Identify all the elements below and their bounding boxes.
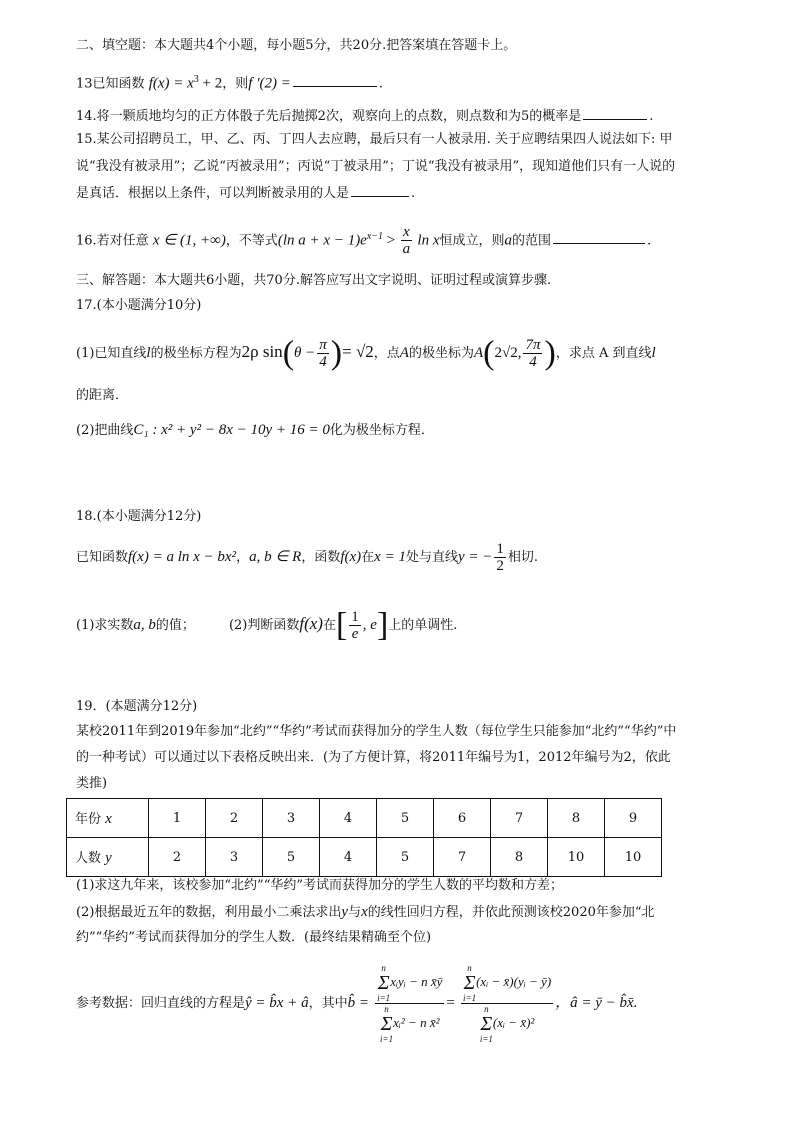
table-header-year (67, 799, 149, 838)
q19-part2 (76, 903, 655, 922)
q16-num: x (403, 224, 410, 241)
table-cell: 5 (377, 799, 434, 838)
question-15-line2: 说“我没有被录用”；乙说“丙被录用”；丙说“丁被录用”；丁说“我没有被录用”，现知道他们只有一人说的 (76, 159, 676, 174)
data-table (66, 798, 662, 877)
q19-title: 19．(本题满分12分) (76, 699, 198, 714)
table-cell: 9 (605, 799, 662, 838)
paren-right: ) (330, 334, 343, 372)
year-label: 年份 (75, 812, 102, 827)
ref-a: ，â = ȳ − b̂x̄. (555, 995, 638, 1011)
q18-ab: a, b ∈ R (249, 549, 302, 565)
question-16 (76, 222, 651, 257)
q13-end: . (378, 76, 383, 92)
table-cell: 8 (491, 838, 548, 877)
formula-2-num (461, 963, 553, 1004)
q16-den: a (402, 241, 411, 258)
q17-part1-line2: 的距离． (76, 388, 129, 403)
formula-1 (375, 963, 444, 1044)
q17-p1-l: l (146, 345, 151, 361)
q18-p2-f: f(x) (299, 614, 323, 633)
q16-lhs: (ln a + x − 1)e (277, 232, 367, 249)
q16-tail: 的范围 (512, 233, 552, 249)
sum-bot: i=1 (463, 993, 477, 1003)
q17-p1-coord-a: 2√2, (494, 345, 522, 361)
question-15-line1: 15.某公司招聘员工，甲、乙、丙、丁四人去应聘，最后只有一人被录用. 关于应聘结果四人说法如下: 甲 (76, 132, 673, 147)
q17-p1-four: 4 (319, 354, 327, 370)
reference-data (76, 960, 637, 1047)
q17-title: 17.(本小题满分10分) (76, 298, 202, 313)
table-cell: 10 (605, 838, 662, 877)
count-label: 人数 (75, 851, 102, 866)
count-var: y (105, 850, 112, 866)
q18-p2-frac (349, 609, 361, 642)
q17-p1-eq-a: 2ρ sin (241, 342, 283, 361)
answer-blank[interactable] (351, 184, 409, 197)
q17-part2 (76, 421, 434, 440)
q17-p1-prefix: (1)已知直线 (76, 346, 147, 361)
formula-1-num (375, 963, 444, 1004)
q19-p2b: 与 (348, 905, 362, 920)
table-cell: 3 (206, 838, 263, 877)
answer-blank[interactable] (293, 74, 377, 87)
q19-p2-x: x (361, 904, 368, 920)
sum-top: n (381, 963, 386, 973)
table-cell: 3 (263, 799, 320, 838)
q19-intro-3: 类推) (76, 776, 108, 791)
q18-p2-in: 在 (322, 618, 336, 633)
q17-p2-eq: C₁ : x² + y² − 8x − 10y + 16 = 0 (133, 422, 330, 438)
ref-prefix: 参考数据：回归直线的方程是 (76, 996, 246, 1011)
q17-p1-theta: θ − (294, 345, 316, 361)
q18-x1: x = 1 (374, 549, 406, 565)
q16-prefix: 16.若对任意 (76, 233, 149, 249)
q13-prefix: 13已知函数 (76, 76, 145, 92)
q19-p2-y: y (341, 904, 349, 920)
q16-gt: > (383, 232, 399, 249)
f1-num: xᵢyᵢ − n x̄ȳ (390, 973, 443, 989)
q17-p1-7pi: 7π (525, 337, 541, 353)
q13-mid: ，则 (222, 76, 249, 92)
paren-left: ( (483, 334, 495, 372)
q18-p1: (1)求实数 (76, 618, 134, 633)
question-14 (76, 107, 653, 126)
question-13 (76, 71, 383, 93)
q17-p1-frac (317, 337, 329, 370)
sum-symbol: n Σ i=1 (463, 963, 477, 1003)
q18-mid: ， (236, 550, 250, 565)
year-var: x (105, 811, 112, 827)
q15-end: . (411, 186, 416, 201)
f2-den: (xᵢ − x̄)² (492, 1014, 535, 1030)
q17-part1 (76, 334, 656, 372)
q13-exp: 3 (193, 74, 199, 85)
q18-func: f(x) = a ln x − bx² (128, 549, 237, 565)
q18-frac (494, 541, 506, 574)
paren-left: ( (282, 334, 295, 372)
formula-2 (461, 963, 553, 1044)
table-row-year (67, 799, 662, 838)
table-cell: 2 (206, 799, 263, 838)
q19-p2c: 的线性回归方程，并依此预测该校2020年参加“北 (367, 905, 655, 920)
formula-2-den (461, 1004, 553, 1044)
q14-end: . (649, 109, 654, 124)
q18-p2: (2)判断函数 (228, 618, 300, 633)
q17-p1-mid3: 的极坐标为 (408, 346, 474, 361)
formula-1-den (375, 1004, 444, 1044)
q16-mid2: 恒成立，则 (439, 233, 505, 249)
sum-top: n (484, 1004, 489, 1014)
q17-p1-A: A (399, 345, 409, 361)
f2-num: (xᵢ − x̄)(yᵢ − ȳ) (476, 973, 552, 989)
eq-sign: = (446, 995, 455, 1011)
q19-intro-2: 的一种考试）可以通过以下表格反映出来．(为了方便计算，将2011年编号为1，2012年编号为2，依此 (76, 750, 671, 765)
q16-cond: x ∈ (1, +∞) (152, 232, 226, 249)
answer-blank[interactable] (553, 231, 645, 244)
q18-two: 2 (496, 558, 504, 574)
sum-bot: i=1 (377, 993, 391, 1003)
q17-p2-prefix: (2)把曲线 (76, 423, 134, 438)
q18-p2-one: 1 (351, 609, 359, 625)
table-cell: 4 (320, 799, 377, 838)
q18-p2-e: e (351, 626, 359, 642)
q18-tail: 相切. (507, 550, 539, 565)
q16-lhs-exp: x−1 (366, 231, 384, 242)
table-cell: 5 (263, 838, 320, 877)
q16-end: . (647, 233, 652, 249)
q18-intro-text: 已知函数 (76, 550, 129, 565)
table-cell: 8 (548, 799, 605, 838)
q13-ask: f ′(2) = (248, 75, 291, 92)
q16-mid: ，不等式 (225, 233, 278, 249)
q17-p1-l2: l (651, 345, 656, 361)
sum-top: n (384, 1004, 389, 1014)
bracket-right: ] (376, 606, 389, 644)
sum-symbol: n Σ i=1 (377, 963, 391, 1003)
q18-mid3: 在 (361, 550, 375, 565)
sum-bot: i=1 (479, 1034, 493, 1044)
q17-p1-4b: 4 (529, 354, 537, 370)
q18-title: 18.(本小题满分12分) (76, 509, 202, 524)
ref-b: b̂ = (347, 995, 369, 1011)
table-header-count (67, 838, 149, 877)
q17-p1-frac2 (523, 337, 542, 370)
q18-p1-tail: 的值； (155, 618, 195, 633)
ref-eq: ŷ = b̂x + â (245, 995, 309, 1011)
q18-parts (76, 604, 457, 646)
table-cell: 1 (149, 799, 206, 838)
bracket-left: [ (335, 606, 348, 644)
q18-p1-ab: a, b (133, 617, 156, 633)
q13-func: f(x) = x (148, 75, 194, 92)
sum-symbol: n Σ i=1 (479, 1004, 493, 1044)
q15-line3: 是真话．根据以上条件，可以判断被录用的人是 (76, 186, 350, 201)
q17-p1-mid2: ，点 (373, 346, 400, 361)
q14-text: 14.将一颗质地均匀的正方体骰子先后抛掷2次，观察向上的点数，则点数和为5的概率是 (76, 109, 582, 124)
q17-p1-pi: π (319, 337, 327, 353)
table-cell: 5 (377, 838, 434, 877)
q18-mid4: 处与直线 (405, 550, 458, 565)
q17-p2-tail: 化为极坐标方程． (329, 423, 434, 438)
table-cell: 2 (149, 838, 206, 877)
f1-den: xᵢ² − n x̄² (393, 1014, 440, 1030)
table-cell: 4 (320, 838, 377, 877)
q18-p2-tail: 上的单调性. (388, 618, 458, 633)
q19-intro-1: 某校2011年到2019年参加“北约”“华约”考试而获得加分的学生人数（每位学生只能参加“北约”“华约”中 (76, 724, 677, 739)
table-cell: 7 (491, 799, 548, 838)
q16-rhs: ln x (413, 232, 440, 249)
table-row-count (67, 838, 662, 877)
table-cell: 10 (548, 838, 605, 877)
q17-p1-eq-b: = √2 (342, 342, 374, 361)
q17-p1-mid: 的极坐标方程为 (150, 346, 242, 361)
question-15-line3 (76, 184, 415, 203)
ref-mid: ，其中 (308, 996, 348, 1011)
q18-y: y = − (457, 549, 493, 565)
sum-top: n (467, 963, 472, 973)
q17-p1-tail: ，求点 A 到直线 (555, 346, 652, 361)
q16-frac (401, 224, 412, 257)
q19-part2-line2: 约”“华约”考试而获得加分的学生人数．(最终结果精确至个位) (76, 930, 432, 945)
table-cell: 7 (434, 838, 491, 877)
q13-tail: + 2 (198, 75, 223, 92)
q17-p1-A2: A (473, 345, 484, 361)
q16-var: a (504, 232, 513, 249)
q18-one: 1 (496, 541, 504, 557)
q19-p2a: (2)根据最近五年的数据，利用最小二乘法求出 (76, 905, 342, 920)
paren-right: ) (544, 334, 556, 372)
table-cell: 6 (434, 799, 491, 838)
section2-heading: 二、填空题：本大题共4个小题，每小题5分，共20分.把答案填在答题卡上。 (76, 38, 517, 53)
q18-intro (76, 540, 538, 575)
sum-symbol: n Σ i=1 (380, 1004, 394, 1044)
sum-bot: i=1 (380, 1034, 394, 1044)
q19-part1: (1)求这九年来，该校参加“北约”“华约”考试而获得加分的学生人数的平均数和方差； (76, 878, 563, 893)
answer-blank[interactable] (583, 107, 647, 120)
q18-p2-e2: , e (362, 617, 377, 633)
q18-fx: f(x) (340, 549, 362, 565)
q18-mid2: ，函数 (301, 550, 341, 565)
section3-heading: 三、解答题：本大题共6小题，共70分.解答应写出文字说明、证明过程或演算步骤. (76, 273, 552, 288)
